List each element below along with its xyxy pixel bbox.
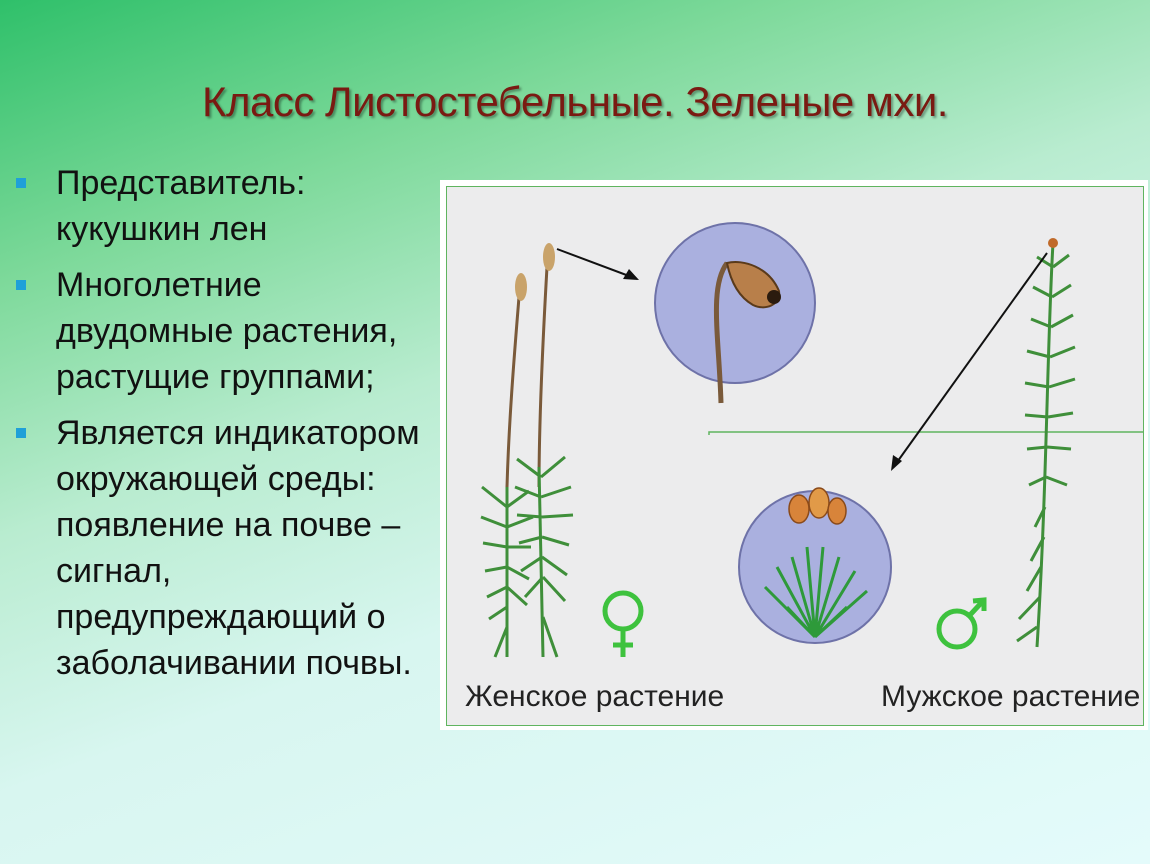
female-plant-label: Женское растение <box>465 680 725 713</box>
capsule-zoom-circle <box>655 223 815 403</box>
bullet-marker-icon <box>16 280 26 290</box>
bullet-list <box>12 160 442 696</box>
bullet-marker-icon <box>16 178 26 188</box>
arrow-to-capsule <box>557 249 639 280</box>
female-plant <box>481 243 573 657</box>
inner-frame-line <box>709 432 1143 435</box>
male-plant-label: Мужское растение <box>881 680 1141 713</box>
slide-title: Класс Листостебельные. Зеленые мхи. <box>202 78 948 125</box>
bullet-text: Представитель: кукушкин лен <box>56 164 306 248</box>
male-plant <box>1017 238 1075 647</box>
moss-drawing <box>447 187 1143 725</box>
bullet-text: Является индикатором окружающей среды: появление на почве – сигнал, предупреждающий о заболачивании почвы. <box>56 414 420 682</box>
bullet-text: Многолетние двудомные растения, растущие группами; <box>56 266 398 396</box>
male-zoom-circle <box>739 488 891 643</box>
bullet-item <box>12 410 442 686</box>
arrow-to-antheridia <box>891 253 1047 471</box>
bullet-item <box>12 262 442 400</box>
female-symbol-icon <box>605 593 641 657</box>
bullet-item <box>12 160 442 252</box>
moss-illustration <box>440 180 1148 730</box>
male-symbol-icon <box>939 600 984 647</box>
bullet-marker-icon <box>16 428 26 438</box>
illustration-frame <box>446 186 1144 726</box>
